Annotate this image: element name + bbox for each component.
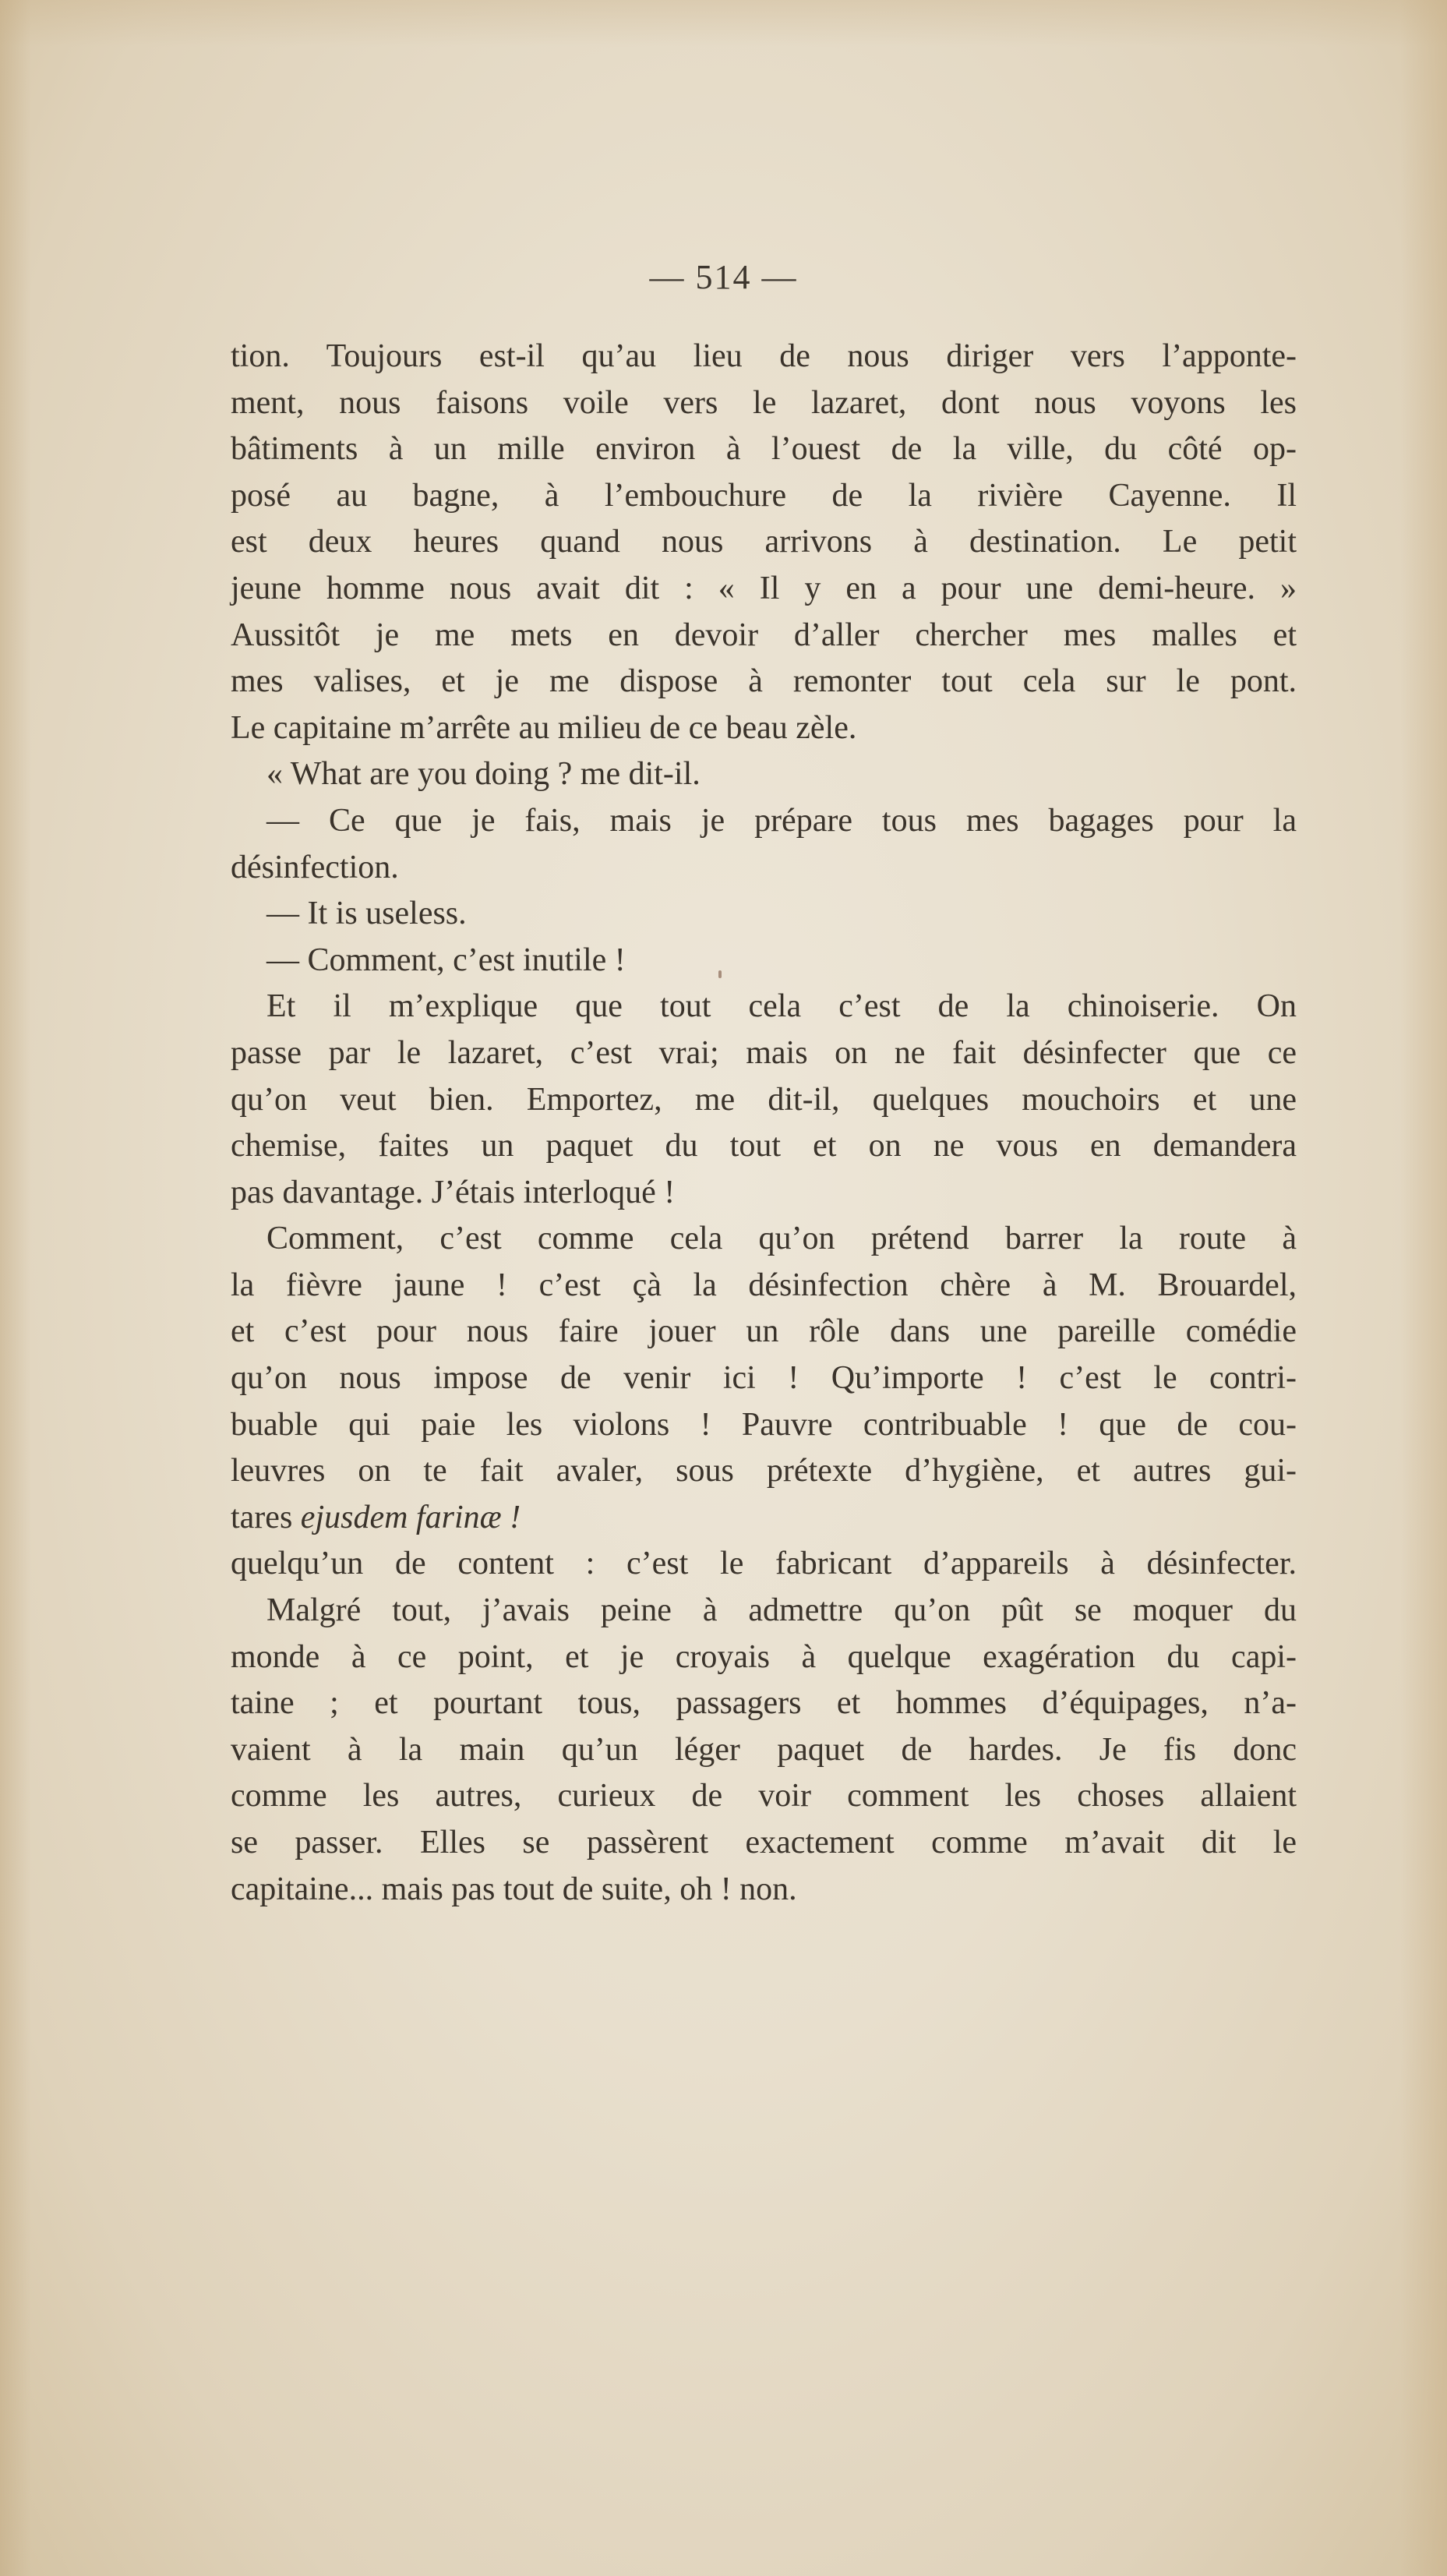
text-line: Le capitaine m’arrête au milieu de ce beau zèle. xyxy=(231,709,857,746)
text-line: qu’on nous impose de venir ici ! Qu’importe ! c’est le contri- xyxy=(231,1360,1297,1397)
text-line: ment, nous faisons voile vers le lazaret, dont nous voyons les xyxy=(231,384,1297,421)
text-line: leuvres on te fait avaler, sous prétexte d’hygiène, et autres gui- xyxy=(231,1453,1297,1489)
page-edge-shadow-left xyxy=(0,0,31,2576)
text-line: la fièvre jaune ! c’est çà la désinfection chère à M. Brouardel, xyxy=(231,1267,1297,1303)
text-line: bâtiments à un mille environ à l’ouest de la ville, du côté op- xyxy=(231,431,1297,468)
text-line: capitaine... mais pas tout de suite, oh ! non. xyxy=(231,1871,797,1907)
text-line: buable qui paie les violons ! Pauvre contribuable ! que de cou- xyxy=(231,1406,1297,1443)
text-line: qu’on veut bien. Emportez, me dit-il, quelques mouchoirs et une xyxy=(231,1081,1297,1118)
text-line: quelqu’un de content : c’est le fabricant d’appareils à désinfecter. xyxy=(231,1546,1297,1582)
page-number: — 514 — xyxy=(649,258,798,296)
text-line: vaient à la main qu’un léger paquet de hardes. Je fis donc xyxy=(231,1731,1297,1768)
dialogue-line: — Ce que je fais, mais je prépare tous mes bagages pour la xyxy=(266,802,1297,839)
text-line: comme les autres, curieux de voir comment les choses allaient xyxy=(231,1778,1297,1815)
body-text xyxy=(231,334,1297,1913)
text-line xyxy=(231,1495,1297,1542)
text-plain: tares xyxy=(231,1499,301,1535)
text-line: Aussitôt je me mets en devoir d’aller chercher mes malles et xyxy=(231,617,1297,653)
ink-speck xyxy=(718,970,722,978)
dialogue-line: — It is useless. xyxy=(266,896,467,932)
text-line: désinfection. xyxy=(231,849,399,885)
paragraph-start-line: Comment, c’est comme cela qu’on prétend barrer la route à xyxy=(266,1221,1297,1257)
page-edge-shadow-top xyxy=(0,0,1447,47)
dialogue-line: « What are you doing ? me dit-il. xyxy=(266,756,701,793)
paragraph-start-line: Et il m’explique que tout cela c’est de la chinoiserie. On xyxy=(266,988,1297,1025)
text-line: pas davantage. J’étais interloqué ! xyxy=(231,1174,676,1210)
text-line: est deux heures quand nous arrivons à destination. Le petit xyxy=(231,524,1297,560)
page-edge-shadow-right xyxy=(1400,0,1447,2576)
text-line: tion. Toujours est-il qu’au lieu de nous diriger vers l’apponte- xyxy=(231,338,1297,374)
dialogue-line: — Comment, c’est inutile ! xyxy=(266,942,626,978)
paragraph-start-line: Malgré tout, j’avais peine à admettre qu’on pût se moquer du xyxy=(266,1592,1297,1629)
text-line: taine ; et pourtant tous, passagers et hommes d’équipages, n’a- xyxy=(231,1685,1297,1722)
latin-italic-phrase: ejusdem farinæ ! xyxy=(300,1499,521,1535)
text-line: mes valises, et je me dispose à remonter tout cela sur le pont. xyxy=(231,663,1297,700)
text-line: chemise, faites un paquet du tout et on ne vous en demandera xyxy=(231,1128,1297,1164)
text-line: passe par le lazaret, c’est vrai; mais on ne fait désinfecter que ce xyxy=(231,1034,1297,1071)
text-line: monde à ce point, et je croyais à quelque exagération du capi- xyxy=(231,1638,1297,1675)
text-line: et c’est pour nous faire jouer un rôle dans une pareille comédie xyxy=(231,1313,1297,1350)
text-line: se passer. Elles se passèrent exactement comme m’avait dit le xyxy=(231,1825,1297,1860)
text-line: jeune homme nous avait dit : « Il y en a pour une demi-heure. » xyxy=(231,570,1297,606)
text-line: posé au bagne, à l’embouchure de la rivière Cayenne. Il xyxy=(231,477,1297,514)
